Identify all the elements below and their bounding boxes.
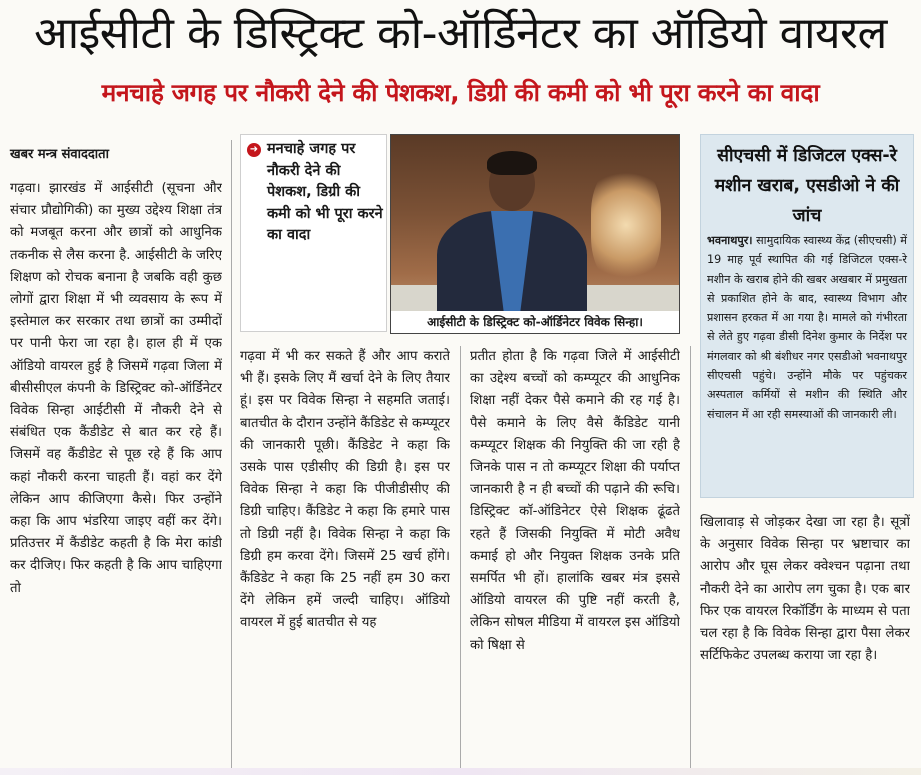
side-story-title: सीएचसी में डिजिटल एक्स-रे मशीन खराब, एसडीओ ने की जांच — [714, 146, 900, 226]
side-story-text: सामुदायिक स्वास्थ्य केंद्र (सीएचसी) में 19 माह पूर्व स्थापित की गई डिजिटल एक्स-रे मशीन के खराब होने की खबर अखबार में प्रमुखता से प्रकाशित होने के बाद, स्वास्थ्य विभाग और प्रशासन हरकत में आ गया है। मामले को गंभीरता से लेते हुए गढ़वा डीसी दिनेश कुमार के निर्देश पर मंगलवार को श्री बंशीधर नगर एसडीओ भवनाथपुर सीएचसी पहुंचे। उन्होंने मौके पर पहुंचकर अस्पताल कर्मियों से मशीन की स्थिति और संचालन में आ रही समस्याओं की जानकारी ली। — [707, 234, 907, 421]
subheadline: मनचाहे जगह पर नौकरी देने की पेशकश, डिग्री की कमी को भी पूरा करने का वादा — [101, 78, 820, 107]
article-column-2: गढ़वा में भी कर सकते हैं और आप कराते भी हैं। इसके लिए मैं खर्चा देने के लिए तैयार हूं। इस पर विवेक सिन्हा ने सहमति जताई। बातचीत के दौरान उन्होंने कैंडिडेट से कम्प्यूटर की जानकारी पूछी। कैंडिडेट ने कहा कि उसके पास एडीसीए की डिग्री है। इस पर विवेक सिन्हा ने कहा कि पीजीडीसीए की डिग्री चाहिए। कैंडिडेट ने कहा कि हमारे पास तो डिग्री नहीं है। विवेक सिन्हा ने कहा कि डिग्री हम करवा देंगे। जिसमें 25 खर्च होंगे। कैंडिडेट ने कहा कि 25 नहीं हम 30 करा देंगे लेकिन हमें जल्दी चाहिए। ऑडियो वायरल में हुई बातचीत से यह — [240, 349, 450, 631]
photo-caption: आईसीटी के डिस्ट्रिक्ट को-ऑर्डिनेटर विवेक सिन्हा। — [391, 311, 679, 333]
photo-person-hair — [487, 151, 537, 175]
article-photo — [390, 134, 680, 334]
article-column-4: खिलावाड़ से जोड़कर देखा जा रहा है। सूत्रों के अनुसार विवेक सिन्हा पर भ्रष्टाचार का आरोप और घूस लेकर क्वेश्चन पढ़ाना तथा नौकरी देने का आरोप लग चुका है। एक बार फिर एक वायरल रिकॉर्डिंग के माध्यम से पता चल रहा है कि विवेक सिन्हा द्वारा पैसा लेकर सर्टिफिकेट उपलब्ध कराया जा रहा है। — [700, 515, 910, 664]
side-story-body — [707, 231, 907, 424]
column-divider — [460, 346, 461, 770]
headline: आईसीटी के डिस्ट्रिक्ट को-ऑर्डिनेटर का ऑडियो वायरल — [34, 8, 887, 59]
pull-quote-text: मनचाहे जगह पर नौकरी देने की पेशकश, डिग्री की कमी को भी पूरा करने का वादा — [267, 141, 383, 243]
column-divider — [231, 140, 232, 770]
article-column-3: प्रतीत होता है कि गढ़वा जिले में आईसीटी का उद्देश्य बच्चों को कम्प्यूटर की आधुनिक शिक्षा नहीं देकर पैसे कमाने की रह गई है। पैसे कमाने के लिए वैसे कैंडिडेट यानी कम्प्यूटर शिक्षक की नियुक्ति की जा रही है जिनके पास न तो कम्प्यूटर शिक्षा की पर्याप्त जानकारी है न ही बच्चों की पढ़ाने की रूचि। डिस्ट्रिक्ट कॉ-ऑडिनेटर ऐसे शिक्षक ढूंढते रहते हैं जिसकी नियुक्ति में मोटी अवैध कमाई हो और नियुक्त शिक्षक उनके प्रति समर्पित भी हों। हालांकि खबर मंत्र इससे ऑडियो वायरल की पुष्टि नहीं करती है, लेकिन सोषल मीडिया में वायरल इस ऑडियो को षिक्षा से — [470, 349, 680, 653]
side-story-dateline: भवनाथपुर। — [707, 234, 753, 247]
byline: खबर मन्त्र संवाददाता — [10, 147, 109, 162]
page-bottom-edge — [0, 768, 921, 775]
column-divider — [690, 346, 691, 770]
pull-quote-box — [240, 134, 387, 332]
side-story-box — [700, 134, 914, 498]
article-column-1: गढ़वा। झारखंड में आईसीटी (सूचना और संचार प्रौद्योगिकी) का मुख्य उद्देश्य शिक्षा तंत्र को मजबूत करना और छात्रों को आधुनिक तकनीक से लैस करना है. आईसीटी के जरिए शिक्षण को रोचक बनाना है जबकि वही कुछ लोगों द्वारा शिक्षा में भी व्यवसाय के रूप में इस्तेमाल कर सरकार तथा छात्रों का उम्मीदों पर पानी फेरा जा रहा है। हाल ही में एक ऑडियो वायरल हुई है जिसमें गढ़वा जिला में बीसीसीएल कंपनी के डिस्ट्रिक्ट को-ऑर्डिनेटर विवेक सिन्हा आईटीसी में नौकरी देने से संबंधित एक कैंडीडेट से बात कर रहे हैं। जिसमें वह कैंडीडेट से पूछ रहे हैं कि आप कहां नौकरी करना चाहती हैं। वहां कर देंगे लेकिन आप कीजिएगा कैसे। फिर उन्होंने कहा कि आप भंडरिया जाइए वहीं कर देंगे। प्रतिउत्तर में कैंडीडेट कहती है कि मेरा कांडी कर दीजिए। फिर कहती है कि आप चाहिएगा तो — [10, 181, 222, 596]
arrow-right-icon: ➜ — [247, 143, 261, 157]
photo-lamp — [591, 165, 661, 285]
